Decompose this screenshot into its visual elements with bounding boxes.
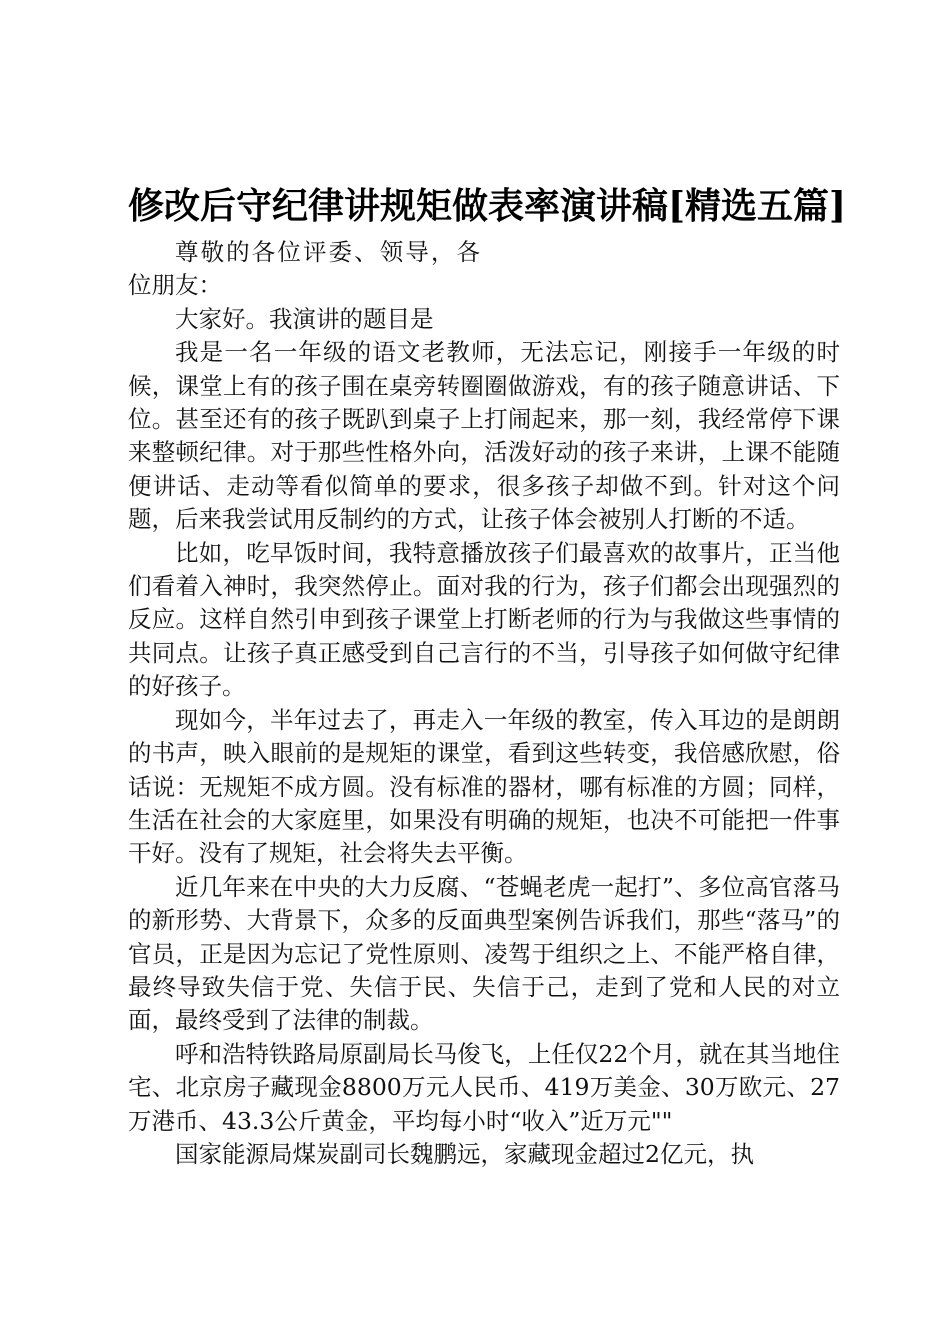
body-paragraph: 呼和浩特铁路局原副局长马俊飞，上任仅22个月，就在其当地住宅、北京房子藏现金8800万元人民币、419万美金、30万欧元、27万港币、43.3公斤黄金，平均每小时“收入”近万元"" [128, 1039, 840, 1135]
opening-paragraph: 大家好。我演讲的题目是 [175, 304, 434, 333]
body-paragraph: 近几年来在中央的大力反腐、“苍蝇老虎一起打”、多位高官落马的新形势、大背景下，众多的反面典型案例告诉我们，那些“落马”的官员，正是因为忘记了党性原则、凌驾于组织之上、不能严格自律，最终导致失信于党、失信于民、失信于己，走到了党和人民的对立面，最终受到了法律的制裁。 [128, 872, 840, 1035]
body-paragraph: 现如今，半年过去了，再走入一年级的教室，传入耳边的是朗朗的书声，映入眼前的是规矩的课堂，看到这些转变，我倍感欣慰，俗话说：无规矩不成方圆。没有标准的器材，哪有标准的方圆；同样，生活在社会的大家庭里，如果没有明确的规矩，也决不可能把一件事干好。没有了规矩，社会将失去平衡。 [128, 705, 840, 868]
body-paragraph: 我是一名一年级的语文老教师，无法忘记，刚接手一年级的时候，课堂上有的孩子围在桌旁转圈圈做游戏，有的孩子随意讲话、下位。甚至还有的孩子既趴到桌子上打闹起来，那一刻，我经常停下课来整顿纪律。对于那些性格外向，活泼好动的孩子来讲，上课不能随便讲话、走动等看似简单的要求，很多孩子却做不到。针对这个问题，后来我尝试用反制约的方式，让孩子体会被别人打断的不适。 [128, 338, 840, 534]
document-body [128, 236, 840, 1171]
greeting-paragraph: 尊敬的各位评委、领导，各位朋友： [128, 238, 480, 300]
body-paragraph: 比如，吃早饭时间，我特意播放孩子们最喜欢的故事片，正当他们看着入神时，我突然停止。面对我的行为，孩子们都会出现强烈的反应。这样自然引申到孩子课堂上打断老师的行为与我做这些事情的共同点。让孩子真正感受到自己言行的不当，引导孩子如何做守纪律的好孩子。 [128, 538, 840, 701]
body-paragraph: 国家能源局煤炭副司长魏鹏远，家藏现金超过2亿元，执 [175, 1139, 754, 1168]
document-title: 修改后守纪律讲规矩做表率演讲稿[精选五篇] [128, 185, 847, 227]
